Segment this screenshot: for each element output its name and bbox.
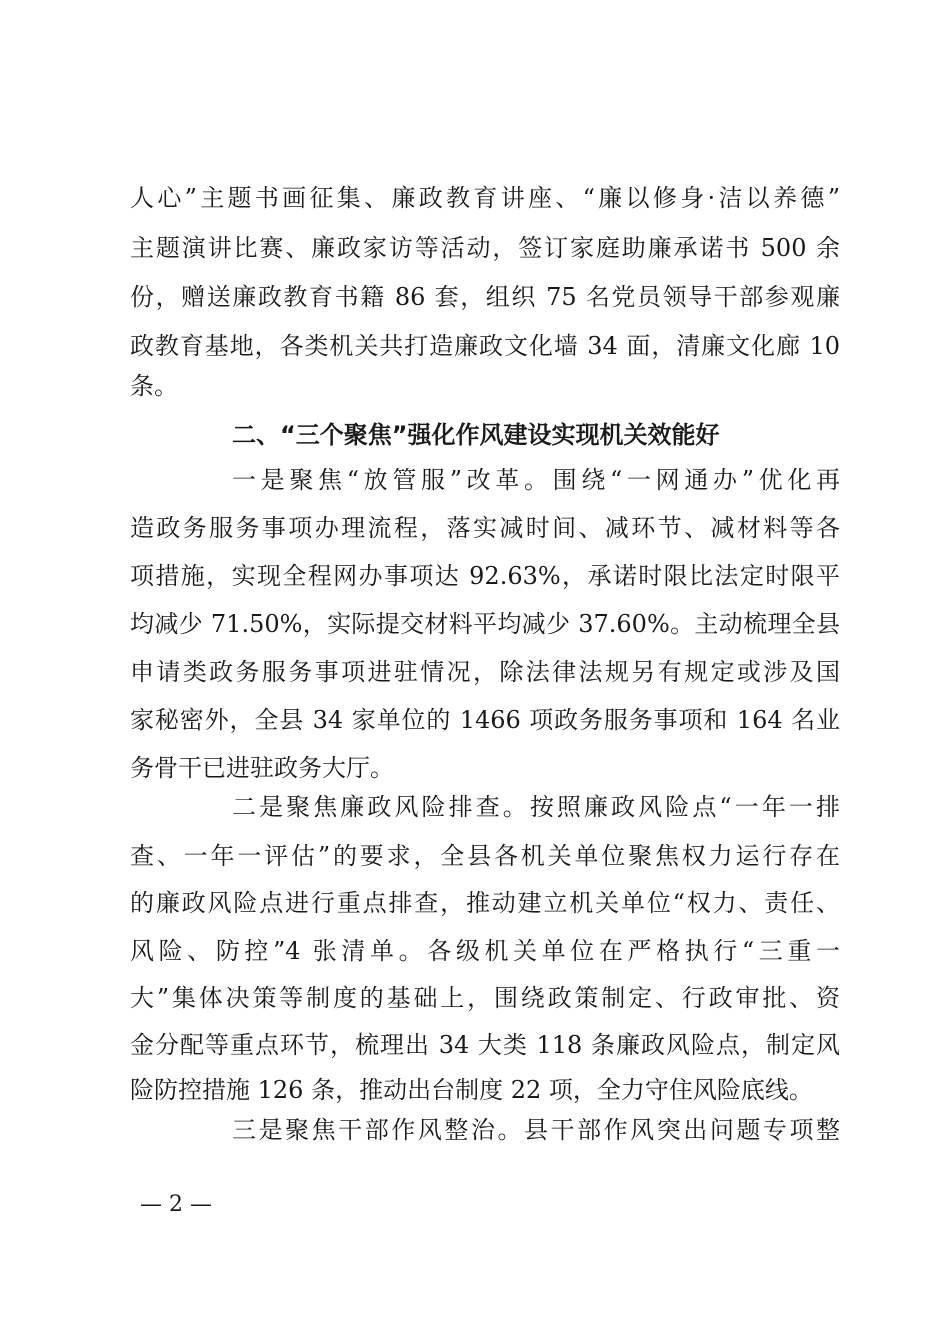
- paragraph-line: 政教育基地，各类机关共打造廉政文化墙 34 面，清廉文化廊 10: [130, 332, 840, 360]
- paragraph-line: 风险、防控”4 张清单。各级机关单位在严格执行“三重一: [130, 937, 840, 965]
- paragraph-line: 务骨干已进驻政务大厅。: [130, 754, 394, 782]
- paragraph-line: 份，赠送廉政教育书籍 86 套，组织 75 名党员领导干部参观廉: [130, 283, 840, 311]
- paragraph-line: 人心”主题书画征集、廉政教育讲座、“廉以修身·洁以养德”: [130, 184, 840, 212]
- section-heading: 二、“三个聚焦”强化作风建设实现机关效能好: [232, 421, 720, 449]
- paragraph-line: 均减少 71.50%，实际提交材料平均减少 37.60%。主动梳理全县: [130, 610, 840, 638]
- paragraph-line: 险防控措施 126 条，推动出台制度 22 项，全力守住风险底线。: [130, 1076, 813, 1104]
- paragraph-line: 三是聚焦干部作风整治。县干部作风突出问题专项整: [232, 1116, 840, 1144]
- paragraph-line: 项措施，实现全程网办事项达 92.63%，承诺时限比法定时限平: [130, 562, 840, 590]
- paragraph-line: 的廉政风险点进行重点排查，推动建立机关单位“权力、责任、: [130, 889, 840, 917]
- paragraph-line: 造政务服务事项办理流程，落实减时间、减环节、减材料等各: [130, 514, 840, 542]
- page-number: — 2 —: [140, 1192, 212, 1217]
- paragraph-line: 家秘密外，全县 34 家单位的 1466 项政务服务事项和 164 名业: [130, 706, 840, 734]
- paragraph-line: 二是聚焦廉政风险排查。按照廉政风险点“一年一排: [232, 793, 840, 821]
- paragraph-line: 主题演讲比赛、廉政家访等活动，签订家庭助廉承诺书 500 余: [130, 234, 840, 262]
- paragraph-line: 条。: [130, 372, 178, 400]
- paragraph-line: 申请类政务服务事项进驻情况，除法律法规另有规定或涉及国: [130, 658, 840, 686]
- paragraph-line: 一是聚焦“放管服”改革。围绕“一网通办”优化再: [232, 466, 840, 494]
- paragraph-line: 查、一年一评估”的要求，全县各机关单位聚焦权力运行存在: [130, 842, 840, 870]
- paragraph-line: 金分配等重点环节，梳理出 34 大类 118 条廉政风险点，制定风: [130, 1031, 840, 1059]
- paragraph-line: 大”集体决策等制度的基础上，围绕政策制定、行政审批、资: [130, 984, 840, 1012]
